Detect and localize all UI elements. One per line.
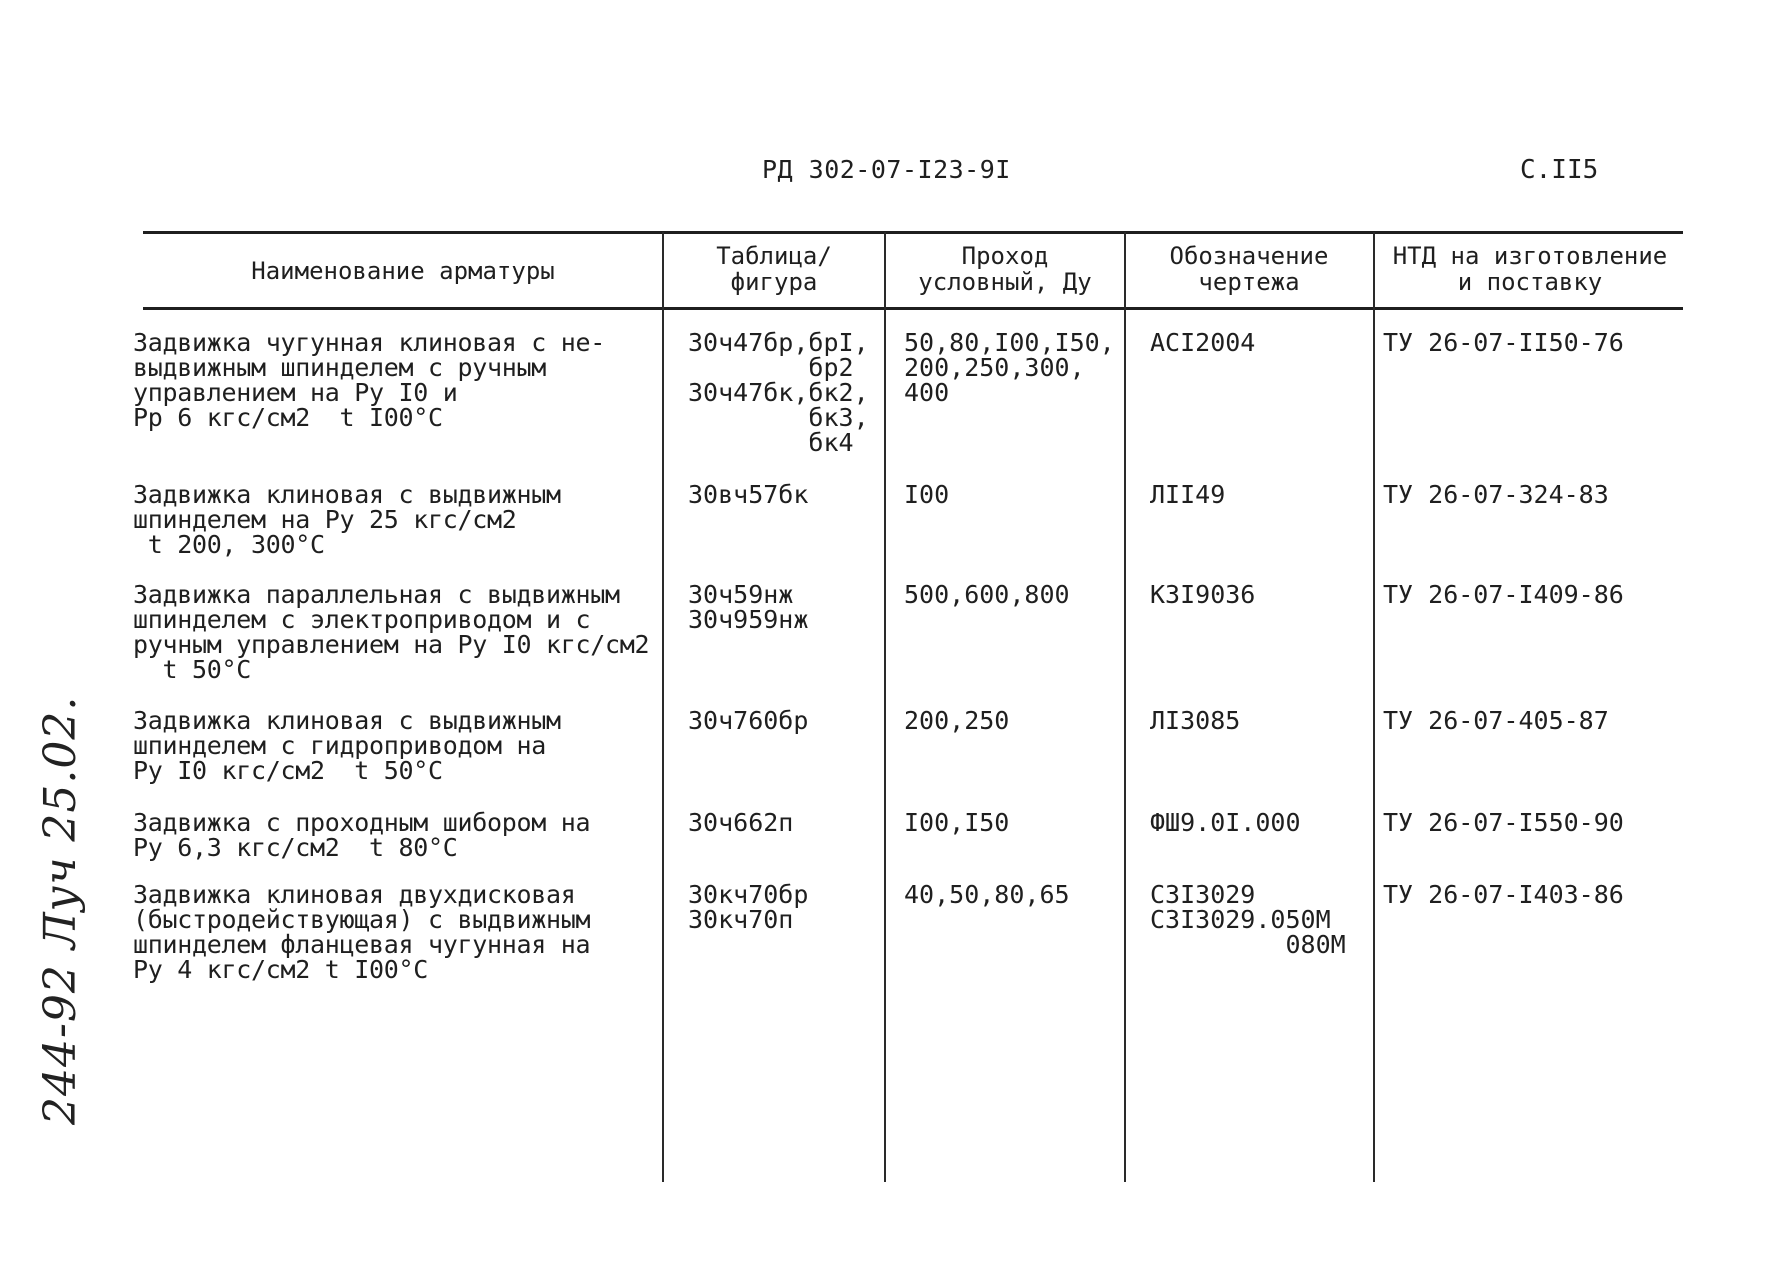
row-5-ntd: ТУ 26-07-I550-90 — [1383, 808, 1624, 837]
row-5-drawing: ФШ9.0I.000 — [1150, 808, 1301, 837]
column-header-figure: Таблица/ фигура — [716, 242, 832, 296]
row-4-drawing: ЛI3085 — [1150, 706, 1241, 735]
column-header-drawing: Обозначение чертежа — [1169, 242, 1329, 296]
row-6-drawing: С3I3029 С3I3029.050М 080М — [1150, 880, 1346, 959]
column-divider-4 — [1373, 232, 1375, 1182]
row-2-figure: 30вч57бк — [688, 480, 809, 509]
row-6-dn: 40,50,80,65 — [904, 880, 1070, 909]
row-5-dn: I00,I50 — [904, 808, 1010, 837]
row-6-ntd: ТУ 26-07-I403-86 — [1383, 880, 1624, 909]
row-4-dn: 200,250 — [904, 706, 1010, 735]
column-header-dn: Проход условный, Ду — [918, 242, 1092, 296]
row-5-figure: 30ч662п — [688, 808, 794, 837]
row-1-dn: 50,80,I00,I50, 200,250,300, 400 — [904, 328, 1115, 407]
table-header-rule — [143, 307, 1683, 310]
row-5-name: Задвижка с проходным шибором на Ру 6,3 кгс/см2 t 80°С — [133, 808, 591, 862]
table-top-rule — [143, 231, 1683, 234]
column-divider-1 — [662, 232, 664, 1182]
row-1-figure: 30ч47бр,брI, бр2 30ч47бк,бк2, бк3, бк4 — [688, 328, 869, 457]
row-6-figure: 30кч70бр 30кч70п — [688, 880, 809, 934]
row-6-name: Задвижка клиновая двухдисковая (быстродействующая) с выдвижным шпинделем фланцевая чугунная на Ру 4 кгс/см2 t I00°С — [133, 880, 591, 984]
column-header-name: Наименование арматуры — [251, 257, 555, 285]
row-1-name: Задвижка чугунная клиновая с не- выдвижным шпинделем с ручным управлением на Ру I0 и Рр 6 кгс/см2 t I00°С — [133, 328, 606, 432]
row-2-drawing: ЛII49 — [1150, 480, 1226, 509]
row-2-ntd: ТУ 26-07-324-83 — [1383, 480, 1609, 509]
document-code: РД 302-07-I23-9I — [762, 155, 1011, 184]
handwritten-margin-note: 244-92 Луч 25.02. — [35, 695, 86, 1125]
row-4-name: Задвижка клиновая с выдвижным шпинделем с гидроприводом на Ру I0 кгс/см2 t 50°С — [133, 706, 561, 785]
column-divider-3 — [1124, 232, 1126, 1182]
column-divider-2 — [884, 232, 886, 1182]
row-4-ntd: ТУ 26-07-405-87 — [1383, 706, 1609, 735]
row-1-ntd: ТУ 26-07-II50-76 — [1383, 328, 1624, 357]
row-2-dn: I00 — [904, 480, 950, 509]
page-number: С.II5 — [1520, 155, 1599, 185]
row-3-dn: 500,600,800 — [904, 580, 1070, 609]
row-4-figure: 30ч760бр — [688, 706, 809, 735]
row-3-figure: 30ч59нж 30ч959нж — [688, 580, 809, 634]
column-header-ntd: НТД на изготовление и поставку — [1392, 242, 1668, 296]
row-3-ntd: ТУ 26-07-I409-86 — [1383, 580, 1624, 609]
row-3-name: Задвижка параллельная с выдвижным шпинделем с электроприводом и с ручным управлением на Ру I0 кгс/см2 t 50°С — [133, 580, 650, 684]
row-1-drawing: АСI2004 — [1150, 328, 1256, 357]
row-2-name: Задвижка клиновая с выдвижным шпинделем на Ру 25 кгс/см2 t 200, 300°С — [133, 480, 561, 559]
row-3-drawing: К3I9036 — [1150, 580, 1256, 609]
